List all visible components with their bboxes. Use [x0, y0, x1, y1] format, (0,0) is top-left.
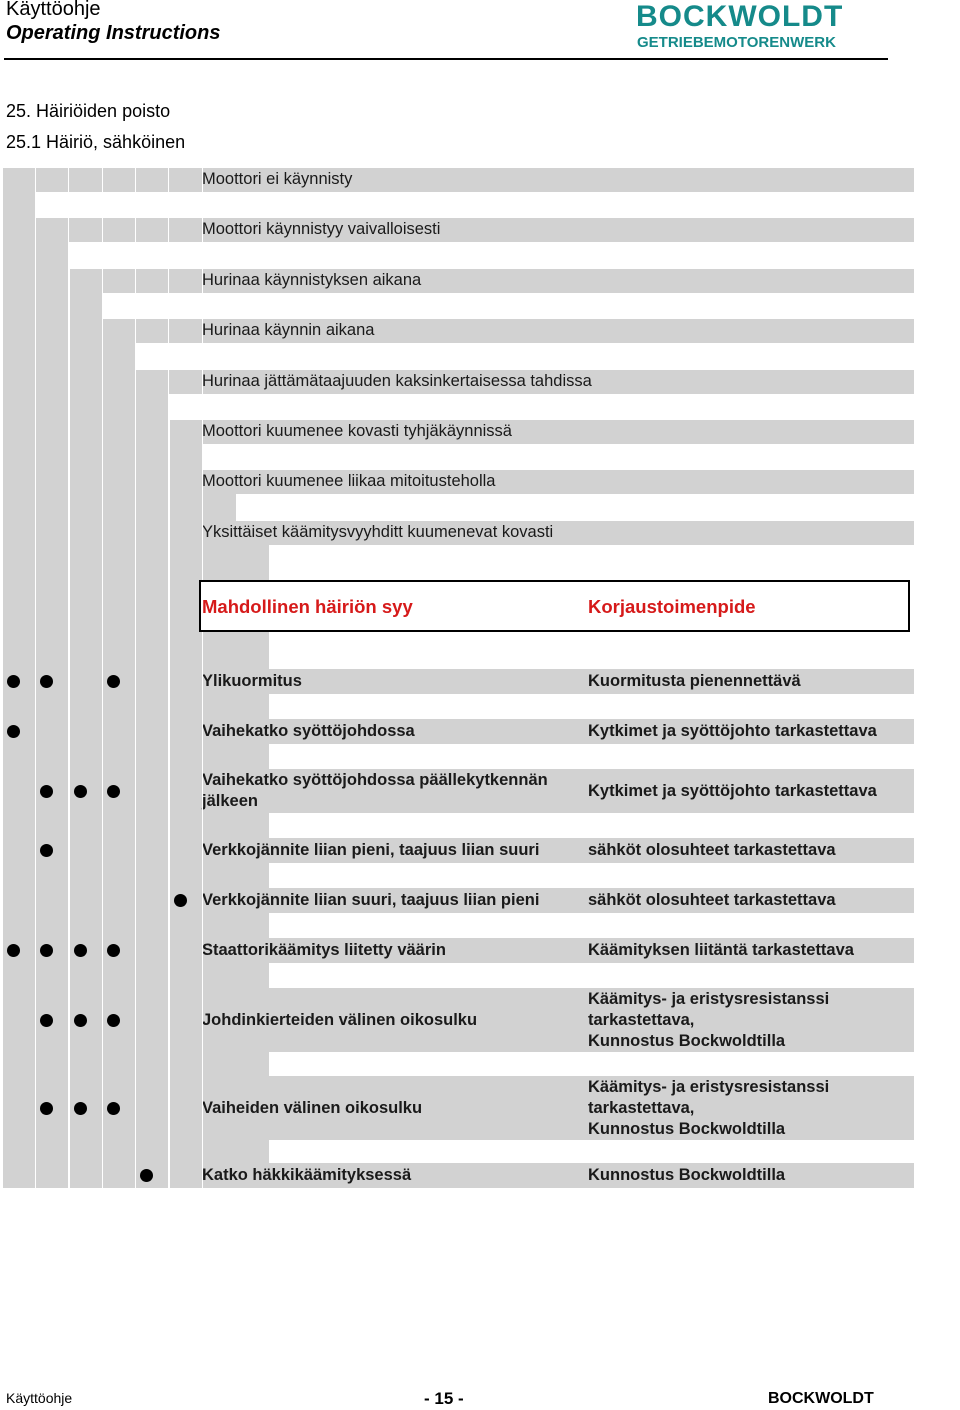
symptom-marker-dot — [107, 1014, 120, 1027]
symptom-label: Moottori ei käynnisty — [202, 170, 353, 188]
symptom-label: Hurinaa käynnistyksen aikana — [202, 271, 422, 289]
row-fix: Kunnostus Bockwoldtilla — [588, 1166, 786, 1184]
row-cause: Katko häkkikäämityksessä — [202, 1166, 412, 1184]
row-fix: sähköt olosuhteet tarkastettava — [588, 841, 836, 859]
row-fix: Kytkimet ja syöttöjohto tarkastettava — [588, 781, 877, 800]
symptom-marker-dot — [74, 1014, 87, 1027]
row-fix: Kuormitusta pienennettävä — [588, 672, 801, 690]
symptom-label: Moottori kuumenee liikaa mitoitusteholla — [202, 472, 496, 490]
symptom-column — [70, 293, 103, 1188]
symptom-label: Moottori käynnistyy vaivalloisesti — [202, 220, 441, 238]
symptom-column — [103, 343, 136, 1188]
symptom-marker-dot — [74, 944, 87, 957]
row-fix: sähköt olosuhteet tarkastettava — [588, 891, 836, 909]
row-cause: Vaiheiden välinen oikosulku — [202, 1098, 423, 1117]
row-cause: Ylikuormitus — [202, 672, 302, 690]
row-fix: Käämitys- ja eristysresistanssi tarkastettava, Kunnostus Bockwoldtilla — [588, 1077, 830, 1138]
section-title: 25. Häiriöiden poisto — [6, 101, 171, 121]
manual-title-en: Operating Instructions — [6, 22, 221, 44]
grid-separator — [102, 168, 103, 1188]
row-cause: Johdinkierteiden välinen oikosulku — [202, 1010, 478, 1029]
row-fix: Kytkimet ja syöttöjohto tarkastettava — [588, 722, 877, 740]
symptom-label: Hurinaa käynnin aikana — [202, 321, 375, 339]
header-divider — [4, 58, 888, 60]
page-number: - 15 - — [424, 1389, 464, 1408]
symptom-column — [36, 242, 69, 1188]
symptom-marker-dot — [40, 675, 53, 688]
footer-title: Käyttöohje — [6, 1390, 73, 1406]
row-cause: Staattorikäämitys liitetty väärin — [202, 941, 446, 959]
symptom-label: Hurinaa jättämätaajuuden kaksinkertaisessa tahdissa — [202, 372, 592, 390]
column-header-cause: Mahdollinen häiriön syy — [202, 596, 413, 617]
footer-brand: BOCKWOLDT — [768, 1390, 874, 1407]
grid-separator — [35, 168, 36, 1188]
symptom-marker-dot — [7, 725, 20, 738]
row-fix: Käämitys- ja eristysresistanssi tarkastettava, Kunnostus Bockwoldtilla — [588, 989, 830, 1050]
subsection-title: 25.1 Häiriö, sähköinen — [6, 132, 186, 152]
company-logo-name: BOCKWOLDT — [636, 0, 844, 33]
symptom-column — [3, 192, 36, 1188]
symptom-marker-dot — [40, 785, 53, 798]
symptom-band — [3, 168, 914, 192]
grid-separator — [135, 168, 136, 1188]
column-header-fix: Korjaustoimenpide — [588, 596, 756, 617]
symptom-marker-dot — [40, 1014, 53, 1027]
grid-separator — [202, 168, 203, 1188]
row-cause: Verkkojännite liian suuri, taajuus liian pieni — [202, 891, 540, 909]
symptom-marker-dot — [7, 675, 20, 688]
symptom-column — [136, 394, 169, 1188]
symptom-marker-dot — [40, 944, 53, 957]
symptom-marker-dot — [7, 944, 20, 957]
symptom-marker-dot — [107, 1102, 120, 1115]
grid-separator — [68, 168, 69, 1188]
grid-separator — [168, 168, 169, 1188]
symptom-marker-dot — [107, 675, 120, 688]
company-logo-subtitle: GETRIEBEMOTORENWERK — [637, 34, 836, 51]
row-cause: Verkkojännite liian pieni, taajuus liian suuri — [202, 841, 540, 859]
symptom-label: Moottori kuumenee kovasti tyhjäkäynnissä — [202, 422, 512, 440]
symptom-band — [70, 269, 914, 293]
symptom-marker-dot — [174, 894, 187, 907]
symptom-marker-dot — [40, 1102, 53, 1115]
symptom-marker-dot — [107, 785, 120, 798]
symptom-marker-dot — [74, 1102, 87, 1115]
symptom-label: Yksittäiset käämitysvyyhditt kuumenevat kovasti — [202, 523, 554, 541]
manual-title-fi: Käyttöohje — [6, 0, 101, 20]
row-cause: Vaihekatko syöttöjohdossa — [202, 722, 415, 740]
symptom-marker-dot — [40, 844, 53, 857]
symptom-marker-dot — [74, 785, 87, 798]
row-fix: Käämityksen liitäntä tarkastettava — [588, 941, 854, 959]
symptom-marker-dot — [107, 944, 120, 957]
row-cause: Vaihekatko syöttöjohdossa päällekytkennän jälkeen — [202, 771, 548, 810]
symptom-marker-dot — [140, 1169, 153, 1182]
